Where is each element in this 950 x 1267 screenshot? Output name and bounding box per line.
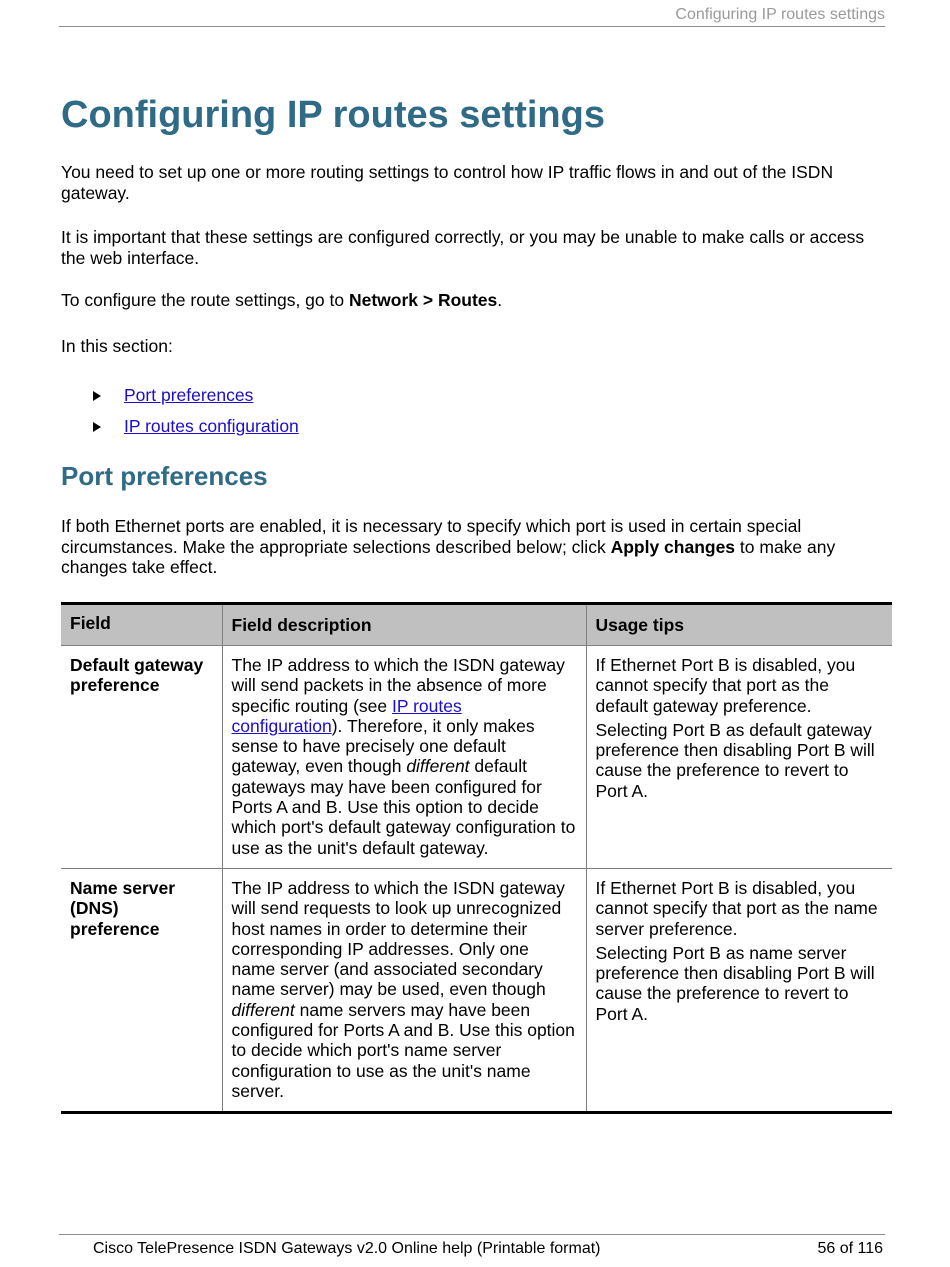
field-name — [61, 868, 222, 1112]
table-header-row — [61, 604, 892, 646]
usage-tip: Selecting Port B as default gateway preference then disabling Port B will cause the preference to revert to Port A. — [595, 719, 875, 801]
footer-document-title: Cisco TelePresence ISDN Gateways v2.0 Online help (Printable format) — [93, 1240, 601, 1257]
usage-tip: Selecting Port B as name server preference then disabling Port B will cause the preference to revert to Port A. — [595, 942, 875, 1024]
section-text: If both Ethernet ports are enabled, it is necessary to specify which port is used in certain special circumstances. Make the appropriate selections described below; click — [61, 516, 802, 557]
footer-page-number: 56 of 116 — [817, 1240, 883, 1257]
triangle-bullet-icon — [93, 391, 101, 401]
intro-paragraph: You need to set up one or more routing settings to control how IP traffic flows in and out of the ISDN gateway. — [61, 162, 834, 203]
description-text: ). Therefore, it only makes sense to have precisely one default gateway, even though — [231, 715, 535, 777]
fields-table — [61, 602, 892, 1114]
section-paragraph — [61, 516, 881, 578]
page-title: Configuring IP routes settings — [61, 94, 605, 136]
warning-paragraph: It is important that these settings are configured correctly, or you may be unable to make calls or access the web interface. — [61, 227, 865, 268]
table-row — [61, 646, 892, 869]
table-row — [61, 868, 892, 1112]
apply-changes-label: Apply changes — [610, 536, 736, 557]
nav-path: Network > Routes — [348, 290, 498, 310]
column-header-description: Field description — [222, 604, 586, 646]
running-header — [59, 4, 885, 27]
usage-tip: If Ethernet Port B is disabled, you cannot specify that port as the default gateway preference. — [595, 655, 856, 716]
section-text-end: to make any changes take effect. — [61, 536, 836, 577]
triangle-bullet-icon — [93, 422, 101, 432]
toc-link-port-preferences[interactable]: Port preferences — [124, 385, 254, 405]
description-emphasis: different — [406, 756, 470, 777]
description-text: The IP address to which the ISDN gateway will send packets in the absence of more specific routing (see — [231, 655, 565, 716]
field-name-text: Default gateway preference — [70, 655, 204, 696]
toc-item — [93, 380, 299, 411]
section-toc — [93, 380, 299, 442]
description-text: name servers may have been configured for Ports A and B. Use this option to decide which port's name server configuration to use as the unit's name server. — [231, 999, 575, 1101]
field-name-text: Name server (DNS) preference — [70, 877, 176, 939]
usage-tips — [586, 868, 892, 1112]
field-description — [222, 646, 586, 869]
navigation-paragraph — [61, 290, 881, 311]
toc-item — [93, 411, 299, 442]
running-header-title: Configuring IP routes settings — [675, 6, 885, 23]
usage-tips — [586, 646, 892, 869]
running-footer — [59, 1234, 885, 1257]
nav-text-end: . — [497, 290, 503, 310]
section-intro: In this section: — [61, 336, 173, 356]
ip-routes-configuration-link[interactable]: IP routes configuration — [231, 695, 462, 736]
description-text: The IP address to which the ISDN gateway will send requests to look up unrecognized host names in order to determine their corresponding IP addresses. Only one name server (and associated secondary name server) may be used, even though — [231, 877, 565, 1000]
field-name — [61, 646, 222, 869]
usage-tip: If Ethernet Port B is disabled, you cannot specify that port as the name server preference. — [595, 877, 878, 939]
column-header-tips: Usage tips — [586, 604, 892, 646]
column-header-field: Field — [61, 604, 222, 646]
description-text: default gateways may have been configured for Ports A and B. Use this option to decide which port's default gateway configuration to use as the unit's default gateway. — [231, 756, 576, 858]
field-description — [222, 868, 586, 1112]
section-heading: Port preferences — [61, 461, 268, 491]
description-emphasis: different — [231, 999, 295, 1020]
nav-text: To configure the route settings, go to — [61, 290, 349, 310]
toc-link-ip-routes-configuration[interactable]: IP routes configuration — [124, 416, 299, 436]
